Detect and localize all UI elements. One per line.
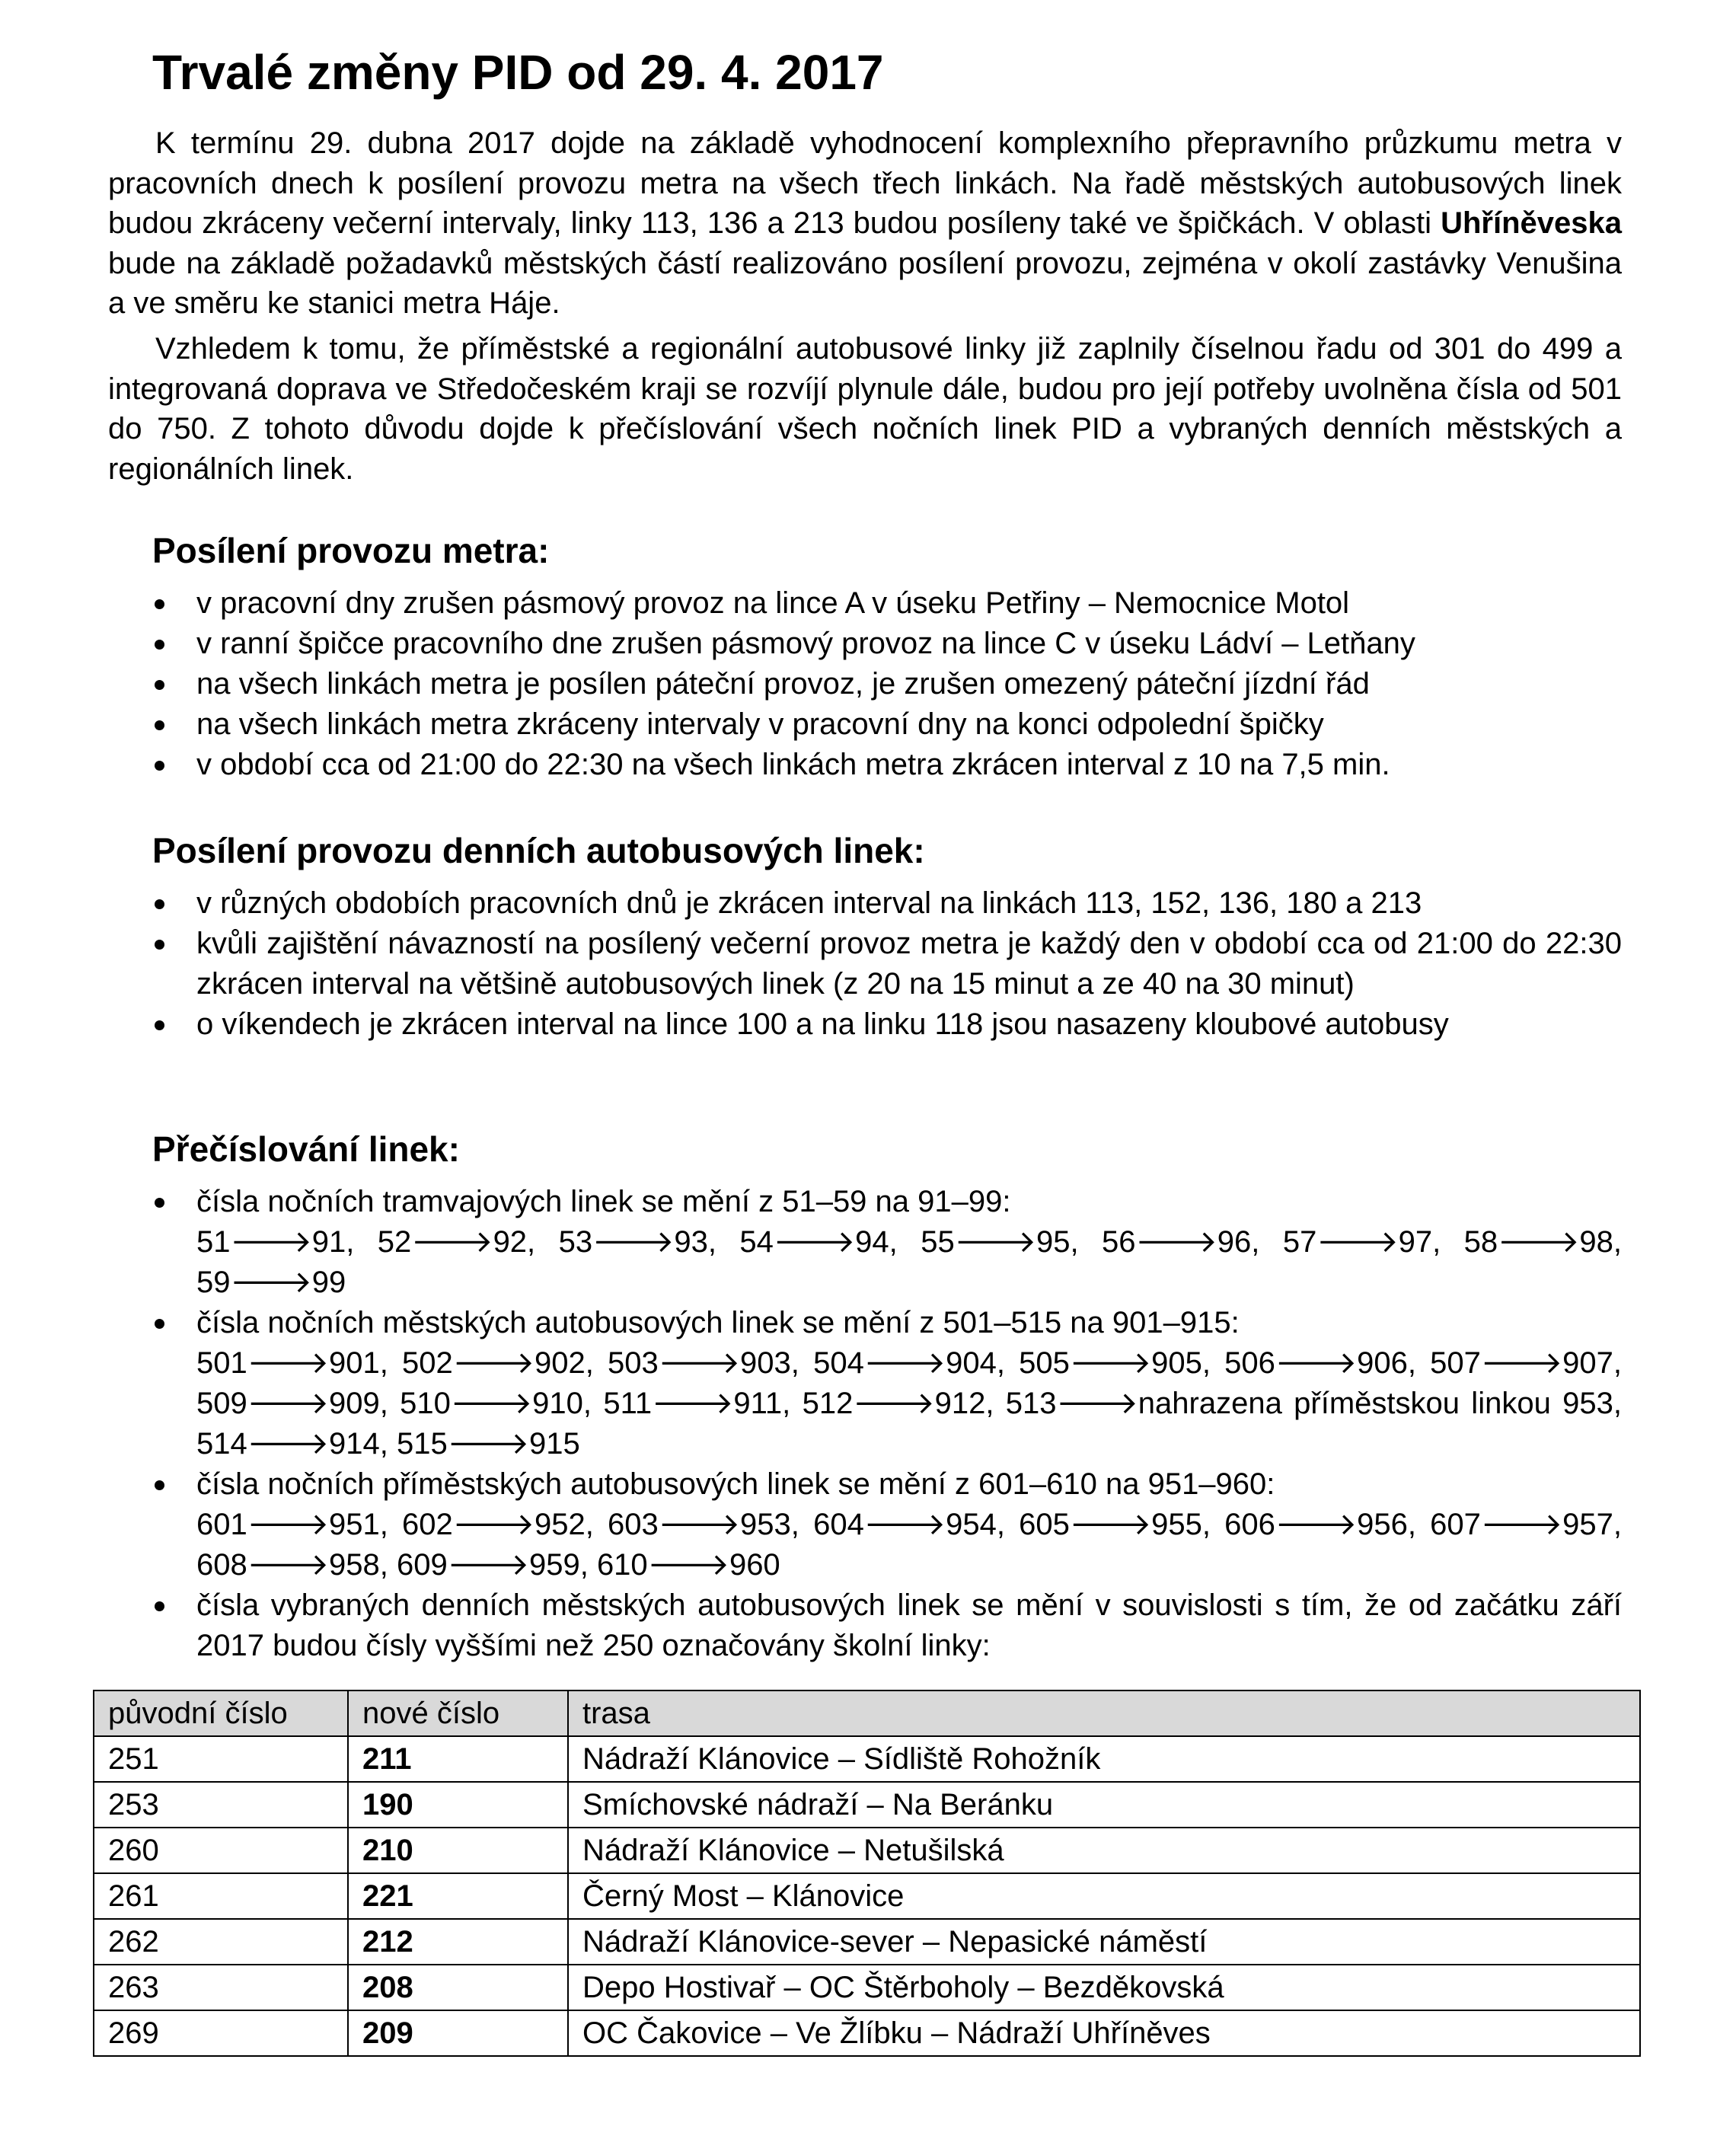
cell-original: 261 xyxy=(94,1873,348,1919)
bullet-icon xyxy=(155,680,164,690)
cell-new: 221 xyxy=(348,1873,568,1919)
list-item xyxy=(108,624,1622,664)
bullet-icon xyxy=(155,1020,164,1030)
cell-new: 212 xyxy=(348,1919,568,1965)
list-item-text: o víkendech je zkrácen interval na lince 100 a na linku 118 jsou nasazeny kloubové autobusy xyxy=(196,1007,1449,1041)
intro-text: bude na základě požadavků městských částí realizováno posílení provozu, zejména v okolí zastávky Venušina a ve směru ke stanici metra Háje. xyxy=(108,246,1622,320)
list-item-text: v různých obdobích pracovních dnů je zkrácen interval na linkách 113, 152, 136, 180 a 213 xyxy=(196,886,1422,920)
intro-paragraph-2 xyxy=(108,329,1622,489)
section-heading-bus: Posílení provozu denních autobusových linek: xyxy=(152,831,925,870)
list-item-text: v ranní špičce pracovního dne zrušen pásmový provoz na lince C v úseku Ládví – Letňany xyxy=(196,627,1415,660)
table-row xyxy=(94,1965,1640,2010)
bullet-icon xyxy=(155,1198,164,1208)
table-row xyxy=(94,1873,1640,1919)
list-item xyxy=(108,1182,1622,1303)
list-item-text: v období cca od 21:00 do 22:30 na všech linkách metra zkrácen interval z 10 na 7,5 min. xyxy=(196,748,1390,781)
cell-original: 269 xyxy=(94,2010,348,2056)
intro-paragraph-1 xyxy=(108,123,1622,324)
list-item xyxy=(108,924,1622,1004)
list-item xyxy=(108,583,1622,624)
list-item-text: v pracovní dny zrušen pásmový provoz na lince A v úseku Petřiny – Nemocnice Motol xyxy=(196,586,1350,620)
table-row xyxy=(94,1736,1640,1782)
list-item-text: čísla nočních městských autobusových linek se mění z 501–515 na 901–915: xyxy=(196,1306,1240,1339)
list-item-text: čísla nočních příměstských autobusových linek se mění z 601–610 na 951–960: xyxy=(196,1467,1275,1501)
section-heading-metro: Posílení provozu metra: xyxy=(152,531,550,570)
bullet-icon xyxy=(155,761,164,771)
list-item xyxy=(108,1004,1622,1045)
page-title: Trvalé změny PID od 29. 4. 2017 xyxy=(152,45,884,100)
cell-new: 190 xyxy=(348,1782,568,1828)
cell-original: 262 xyxy=(94,1919,348,1965)
intro-text: Vzhledem k tomu, že příměstské a regionální autobusové linky již zaplnily číselnou řadu od 301 do 499 a integrovaná doprava ve Středočeském kraji se rozvíjí plynule dále, budou pro její potřeby uvolněna čísla od 501 do 750. Z tohoto důvodu dojde k přečíslování všech nočních linek PID a vybraných denních městských a regionálních linek. xyxy=(108,332,1622,486)
intro-text: K termínu 29. dubna 2017 dojde na základě vyhodnocení komplexního přepravního průzkumu metra v pracovních dnech k posílení provozu metra na všech třech linkách. Na řadě městských autobusových linek budou zkráceny večerní intervaly, linky 113, 136 a 213 budou posíleny také ve špičkách. V oblasti xyxy=(108,126,1622,240)
cell-route: Nádraží Klánovice – Sídliště Rohožník xyxy=(568,1736,1640,1782)
bullet-icon xyxy=(155,599,164,609)
cell-route: Nádraží Klánovice-sever – Nepasické náměstí xyxy=(568,1919,1640,1965)
bullet-icon xyxy=(155,1480,164,1490)
cell-route: Depo Hostivař – OC Štěrboholy – Bezděkovská xyxy=(568,1965,1640,2010)
renumbering-mapping: 501🡒901, 502🡒902, 503🡒903, 504🡒904, 505🡒905, 506🡒906, 507🡒907, 509🡒909, 510🡒910, 511🡒911, 512🡒912, 513🡒nahrazena příměstskou linkou 953, 514🡒914, 515🡒915 xyxy=(196,1346,1622,1461)
renumbering-mapping: 601🡒951, 602🡒952, 603🡒953, 604🡒954, 605🡒955, 606🡒956, 607🡒957, 608🡒958, 609🡒959, 610🡒960 xyxy=(196,1508,1622,1582)
table-row xyxy=(94,1782,1640,1828)
cell-route: Černý Most – Klánovice xyxy=(568,1873,1640,1919)
bullet-icon xyxy=(155,1601,164,1611)
table-row xyxy=(94,1919,1640,1965)
bullet-icon xyxy=(155,940,164,950)
bullet-icon xyxy=(155,640,164,650)
list-item-text: čísla nočních tramvajových linek se mění z 51–59 na 91–99: xyxy=(196,1185,1011,1218)
bullet-icon xyxy=(155,1319,164,1329)
cell-original: 251 xyxy=(94,1736,348,1782)
cell-new: 210 xyxy=(348,1828,568,1873)
cell-original: 260 xyxy=(94,1828,348,1873)
list-item xyxy=(108,1585,1622,1666)
cell-new: 208 xyxy=(348,1965,568,2010)
table-row xyxy=(94,1828,1640,1873)
list-item-text: kvůli zajištění návazností na posílený večerní provoz metra je každý den v období cca od 21:00 do 22:30 zkrácen interval na většině autobusových linek (z 20 na 15 minut a ze 40 na 30 minut) xyxy=(196,927,1622,1001)
bullet-icon xyxy=(155,899,164,909)
list-item-text: na všech linkách metra zkráceny intervaly v pracovní dny na konci odpolední špičky xyxy=(196,707,1324,741)
intro-bold-text: Uhříněveska xyxy=(1441,206,1622,240)
column-header-route: trasa xyxy=(568,1690,1640,1736)
column-header-original: původní číslo xyxy=(94,1690,348,1736)
bullet-icon xyxy=(155,720,164,730)
list-item-text: čísla vybraných denních městských autobusových linek se mění v souvislosti s tím, že od začátku září 2017 budou čísly vyššími než 250 označovány školní linky: xyxy=(196,1588,1622,1662)
renumbering-mapping: 51🡒91, 52🡒92, 53🡒93, 54🡒94, 55🡒95, 56🡒96, 57🡒97, 58🡒98, 59🡒99 xyxy=(196,1225,1622,1299)
cell-original: 263 xyxy=(94,1965,348,2010)
cell-original: 253 xyxy=(94,1782,348,1828)
list-item xyxy=(108,1464,1622,1585)
cell-route: Nádraží Klánovice – Netušilská xyxy=(568,1828,1640,1873)
column-header-new: nové číslo xyxy=(348,1690,568,1736)
table-header-row xyxy=(94,1690,1640,1736)
cell-new: 209 xyxy=(348,2010,568,2056)
list-item xyxy=(108,664,1622,704)
cell-route: Smíchovské nádraží – Na Beránku xyxy=(568,1782,1640,1828)
list-item xyxy=(108,745,1622,785)
table-row xyxy=(94,2010,1640,2056)
list-item-text: na všech linkách metra je posílen páteční provoz, je zrušen omezený páteční jízdní řád xyxy=(196,667,1370,701)
bus-list xyxy=(108,883,1622,1045)
metro-list xyxy=(108,583,1622,785)
list-item xyxy=(108,1303,1622,1464)
section-heading-renumbering: Přečíslování linek: xyxy=(152,1129,460,1169)
list-item xyxy=(108,883,1622,924)
renumbering-list xyxy=(108,1182,1622,1666)
list-item xyxy=(108,704,1622,745)
cell-new: 211 xyxy=(348,1736,568,1782)
cell-route: OC Čakovice – Ve Žlíbku – Nádraží Uhříněves xyxy=(568,2010,1640,2056)
renumbering-table xyxy=(93,1690,1641,2057)
